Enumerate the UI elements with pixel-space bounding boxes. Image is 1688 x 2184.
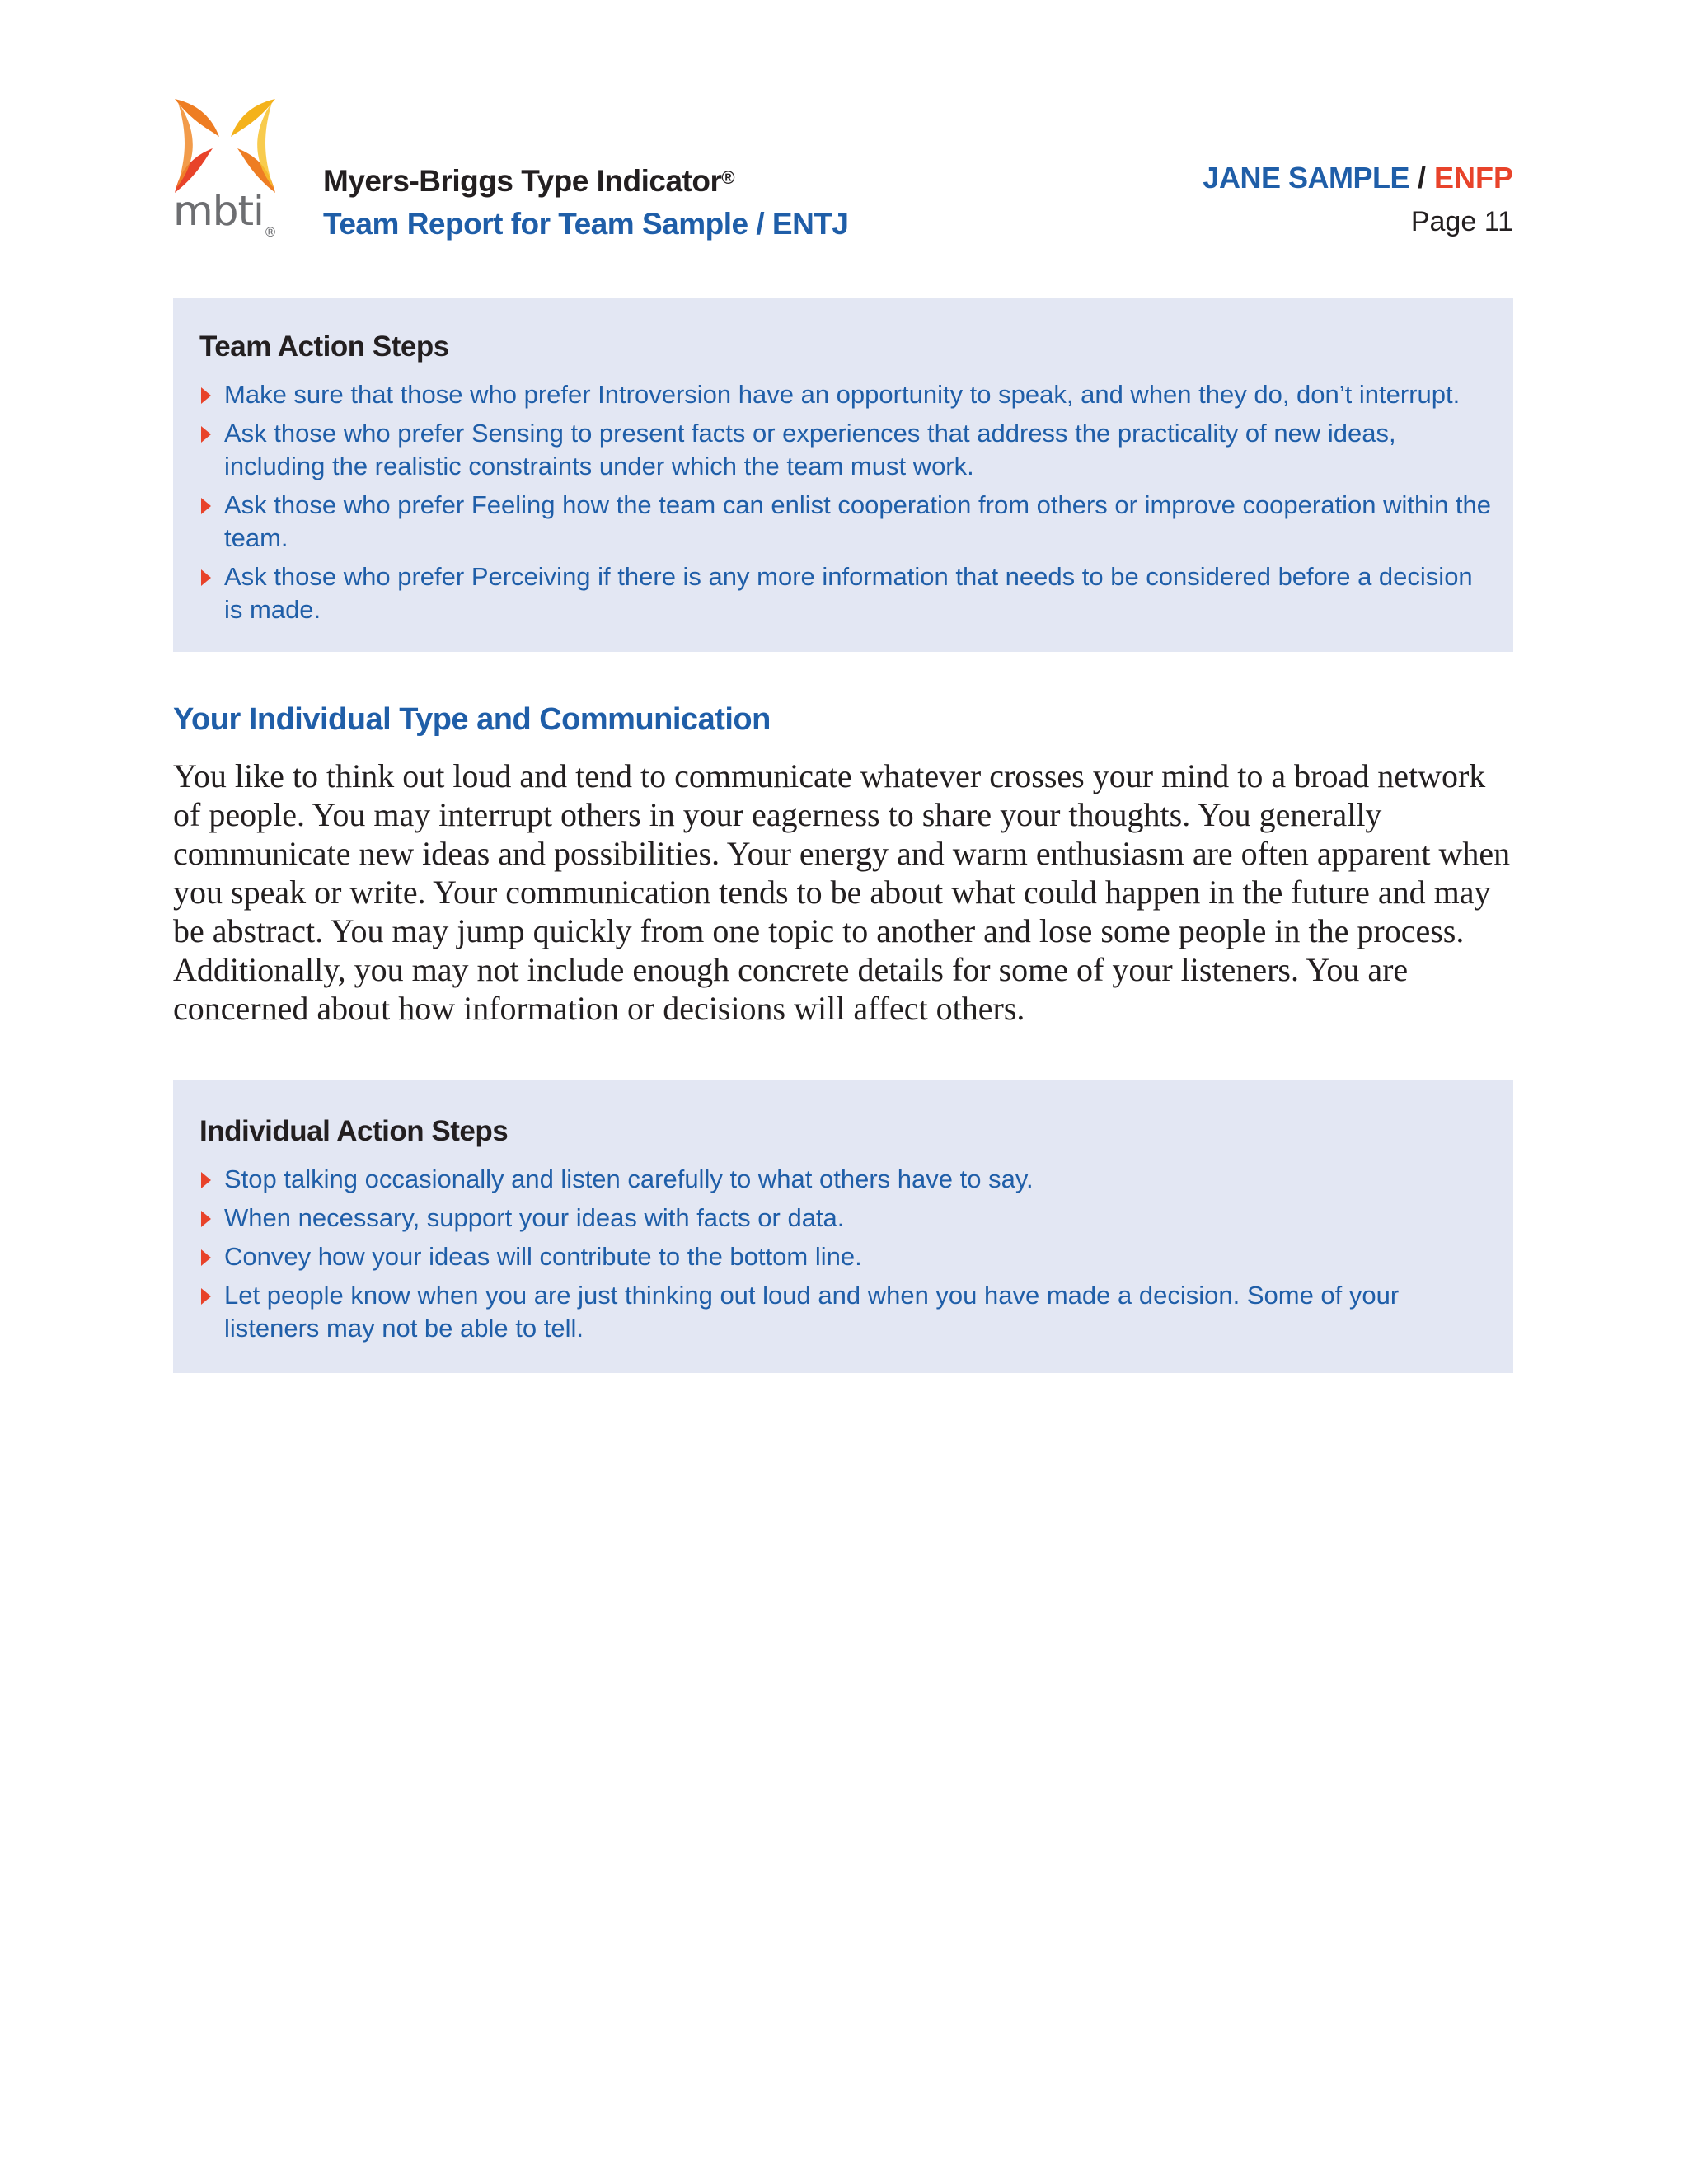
section-heading: Your Individual Type and Communication <box>173 702 771 737</box>
bullet-arrow-icon <box>201 387 211 404</box>
name-type-separator: / <box>1409 161 1434 194</box>
individual-action-steps-list <box>199 1163 1493 1351</box>
individual-action-steps-box <box>173 1080 1513 1373</box>
bullet-arrow-icon <box>201 426 211 443</box>
team-action-steps-list <box>199 378 1493 632</box>
section-body: You like to think out loud and tend to communicate whatever crosses your mind to a broad network of people. You may interrupt others in your eagerness to share your thoughts. You generally communicate new ideas and possibilities. Your energy and warm enthusiasm are often apparent when you speak or write. Your communication tends to be about what could happen in the future and may be abstract. You may jump quickly from one topic to another and lose some people in the process. Additionally, you may not include enough concrete details for some of your listeners. You are concerned about how information or decisions will affect others. <box>173 757 1511 1027</box>
registered-mark: ® <box>721 167 735 188</box>
bullet-arrow-icon <box>201 1211 211 1227</box>
person-line <box>1203 160 1513 196</box>
logo-wordmark: mbti® <box>173 187 276 240</box>
page-number: Page 11 <box>1410 206 1513 237</box>
list-item: When necessary, support your ideas with facts or data. <box>199 1202 1493 1235</box>
team-action-steps-title: Team Action Steps <box>199 330 449 363</box>
person-type: ENFP <box>1433 161 1513 194</box>
mbti-logo-icon <box>171 97 279 196</box>
header-right <box>1203 160 1513 240</box>
list-item: Let people know when you are just thinking out loud and when you have made a decision. Some of your listeners may not be able to tell. <box>199 1279 1493 1345</box>
team-action-steps-box <box>173 298 1513 652</box>
list-item: Ask those who prefer Sensing to present facts or experiences that address the practicality of new ideas, including the realistic constraints under which the team must work. <box>199 417 1493 483</box>
report-title: Myers-Briggs Type Indicator® <box>323 164 735 198</box>
list-item: Ask those who prefer Feeling how the team can enlist cooperation from others or improve cooperation within the team. <box>199 489 1493 555</box>
bullet-arrow-icon <box>201 569 211 586</box>
list-item: Ask those who prefer Perceiving if there is any more information that needs to be considered before a decision is made. <box>199 560 1493 626</box>
bullet-arrow-icon <box>201 498 211 514</box>
list-item: Stop talking occasionally and listen carefully to what others have to say. <box>199 1163 1493 1196</box>
mbti-logo <box>171 97 279 240</box>
report-subtitle: Team Report for Team Sample / ENTJ <box>323 207 849 241</box>
person-name: JANE SAMPLE <box>1203 161 1409 194</box>
individual-action-steps-title: Individual Action Steps <box>199 1115 509 1147</box>
list-item: Convey how your ideas will contribute to the bottom line. <box>199 1240 1493 1273</box>
list-item: Make sure that those who prefer Introversion have an opportunity to speak, and when they do, don’t interrupt. <box>199 378 1493 411</box>
bullet-arrow-icon <box>201 1172 211 1188</box>
bullet-arrow-icon <box>201 1288 211 1305</box>
bullet-arrow-icon <box>201 1249 211 1266</box>
